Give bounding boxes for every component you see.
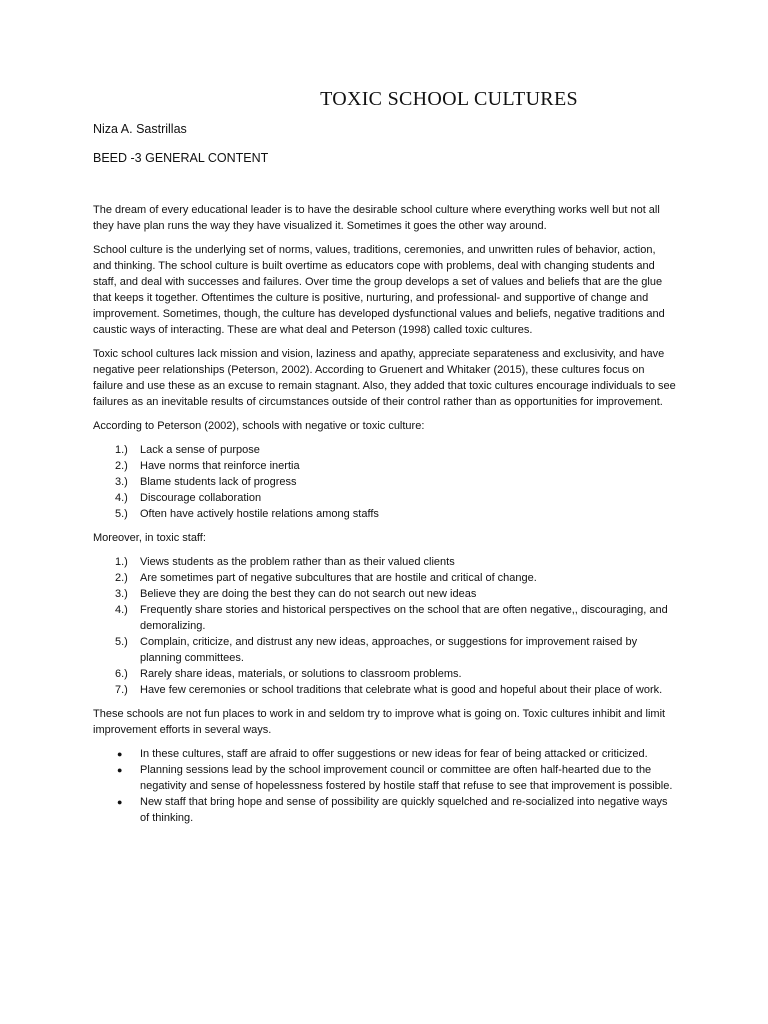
document-body <box>93 202 676 826</box>
list-item-text: Believe they are doing the best they can do not search out new ideas <box>140 588 477 600</box>
document-title: TOXIC SCHOOL CULTURES <box>320 88 578 110</box>
improvement-bullets <box>93 746 676 826</box>
paragraph-definition: School culture is the underlying set of norms, values, traditions, ceremonies, and unwritten rules of behavior, action, and thinking. The school culture is built overtime as educators cope with problems, deal with changing students and staff, and deal with successes and failures. Over time the group develops a set of values and beliefs that are the glue that keeps it together. Oftentimes the culture is positive, nurturing, and professional- and supportive of change and improvement. Sometimes, though, the culture has developed dysfunctional values and beliefs, negative traditions and caustic ways of interacting. These are what deal and Peterson (1998) called toxic cultures. <box>93 244 665 336</box>
list-number: 5.) <box>115 508 128 520</box>
list-item-text: Views students as the problem rather than as their valued clients <box>140 556 455 568</box>
list-item <box>93 586 676 602</box>
list-number: 5.) <box>115 636 128 648</box>
list-item-text: Have norms that reinforce inertia <box>140 460 300 472</box>
list-item-text: Complain, criticize, and distrust any new ideas, approaches, or suggestions for improvement raised by planning committees. <box>140 636 638 664</box>
list-item-text: Planning sessions lead by the school improvement council or committee are often half-hearted due to the negativity and sense of hopelessness fostered by hostile staff that refuse to see that improvement is possible. <box>140 764 673 792</box>
list-number: 4.) <box>115 604 128 616</box>
paragraph-intro: The dream of every educational leader is to have the desirable school culture where everything works well but not all they have plan runs the way they have visualized it. Sometimes it goes the other way around. <box>93 204 660 232</box>
paragraph-toxic-cultures: Toxic school cultures lack mission and vision, laziness and apathy, appreciate separateness and exclusivity, and have negative peer relationships (Peterson, 2002). According to Gruenert and Whitaker (2015), these cultures focus on failure and use these as an excuse to remain stagnant. Also, they added that toxic cultures encourage individuals to see failures as an inevitable results of circumstances outside of their control rather than as opportunities for improvement. <box>93 348 676 408</box>
paragraph-moreover: Moreover, in toxic staff: <box>93 532 206 544</box>
list-number: 2.) <box>115 572 128 584</box>
list-item <box>93 442 676 458</box>
toxic-culture-list <box>93 442 676 522</box>
list-item <box>93 570 676 586</box>
list-item <box>93 458 676 474</box>
list-item-text: Blame students lack of progress <box>140 476 297 488</box>
toxic-staff-list <box>93 554 676 698</box>
list-number: 4.) <box>115 492 128 504</box>
list-item-text: Have few ceremonies or school traditions that celebrate what is good and hopeful about their place of work. <box>140 684 663 696</box>
list-item <box>93 762 676 794</box>
list-item <box>93 746 676 762</box>
bullet-icon: ● <box>117 797 123 807</box>
list-item <box>93 666 676 682</box>
list-item-text: Lack a sense of purpose <box>140 444 260 456</box>
course-label: BEED -3 GENERAL CONTENT <box>93 151 269 165</box>
paragraph-closing: These schools are not fun places to work in and seldom try to improve what is going on. Toxic cultures inhibit and limit improvement efforts in several ways. <box>93 708 666 736</box>
list-number: 7.) <box>115 684 128 696</box>
list-item-text: Often have actively hostile relations among staffs <box>140 508 379 520</box>
list-number: 6.) <box>115 668 128 680</box>
list-number: 2.) <box>115 460 128 472</box>
list-item-text: Frequently share stories and historical perspectives on the school that are often negative,, discouraging, and demoralizing. <box>140 604 668 632</box>
paragraph-peterson-intro: According to Peterson (2002), schools with negative or toxic culture: <box>93 420 425 432</box>
list-number: 1.) <box>115 444 128 456</box>
bullet-icon: ● <box>117 765 123 775</box>
list-number: 3.) <box>115 588 128 600</box>
list-item <box>93 634 676 666</box>
list-item <box>93 554 676 570</box>
list-item <box>93 794 676 826</box>
list-item <box>93 602 676 634</box>
bullet-icon: ● <box>117 749 123 759</box>
list-item-text: Discourage collaboration <box>140 492 262 504</box>
list-number: 3.) <box>115 476 128 488</box>
author-name: Niza A. Sastrillas <box>93 122 187 136</box>
list-item <box>93 474 676 490</box>
list-number: 1.) <box>115 556 128 568</box>
list-item-text: Are sometimes part of negative subcultures that are hostile and critical of change. <box>140 572 537 584</box>
list-item <box>93 506 676 522</box>
list-item-text: In these cultures, staff are afraid to offer suggestions or new ideas for fear of being attacked or criticized. <box>140 748 648 760</box>
list-item <box>93 490 676 506</box>
list-item <box>93 682 676 698</box>
list-item-text: New staff that bring hope and sense of possibility are quickly squelched and re-socialized into negative ways of thinking. <box>140 796 668 824</box>
list-item-text: Rarely share ideas, materials, or solutions to classroom problems. <box>140 668 462 680</box>
